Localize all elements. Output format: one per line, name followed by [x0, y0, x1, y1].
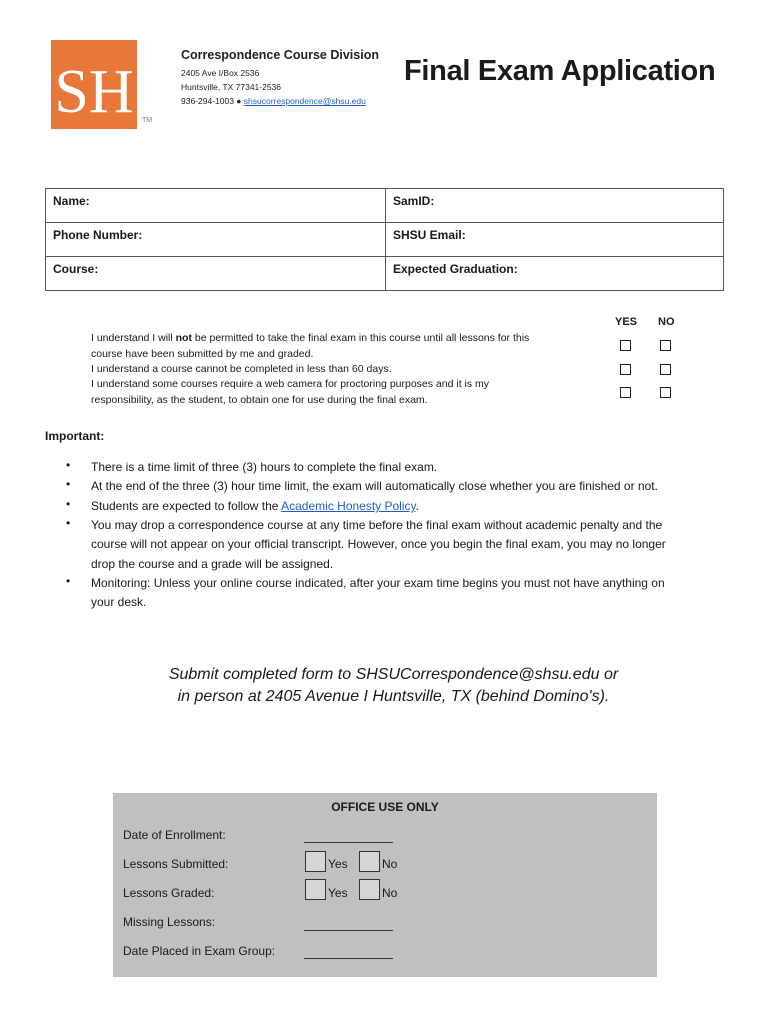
- bullet-time-limit: There is a time limit of three (3) hours to complete the final exam.: [91, 460, 438, 474]
- ack3-no-checkbox[interactable]: [660, 387, 671, 398]
- lessons-submitted-yes-box[interactable]: [305, 851, 326, 872]
- ack2-yes-checkbox[interactable]: [620, 364, 631, 375]
- office-use-panel: [113, 793, 657, 977]
- phone-number: 936-294-1003 ●: [181, 96, 244, 106]
- ack2-no-checkbox[interactable]: [660, 364, 671, 375]
- acknowledgement-60-days: I understand a course cannot be completed in less than 60 days.: [91, 363, 392, 375]
- bullet-dot: •: [66, 458, 71, 472]
- ack1-no-checkbox[interactable]: [660, 340, 671, 351]
- bullet-drop-course: [91, 516, 716, 574]
- shsu-email-field[interactable]: SHSU Email:: [386, 223, 724, 257]
- acknowledgement-lessons: [91, 331, 591, 362]
- submit-instructions-line-2: [0, 688, 770, 706]
- no-column-header: NO: [658, 316, 675, 328]
- ack3-yes-checkbox[interactable]: [620, 387, 631, 398]
- bullet-dot: •: [66, 497, 71, 511]
- bullet-dot: •: [66, 516, 71, 530]
- form-title: Final Exam Application: [404, 55, 716, 87]
- bullet-monitoring: [91, 574, 716, 613]
- student-info-table: [45, 188, 724, 291]
- logo-letters: SH: [54, 58, 134, 126]
- missing-lessons-line[interactable]: [304, 930, 393, 931]
- trademark-mark: TM: [142, 117, 153, 124]
- submit-text-1: Submit completed form to SHSUCorrespondence@shsu.edu or: [168, 666, 619, 683]
- address-line-2: Huntsville, TX 77341-2536: [181, 82, 282, 92]
- acknowledgement-web-camera: [91, 377, 591, 408]
- lessons-graded-no-label: No: [382, 886, 398, 900]
- honesty-text-post: .: [415, 499, 419, 513]
- drop-text-line2: course will not appear on your official transcript. However, once you begin the final exam, you may no longer: [91, 537, 666, 552]
- ack1-text-post: be permitted to take the final exam in this course until all lessons for this: [191, 332, 530, 344]
- yes-column-header: YES: [615, 316, 638, 328]
- bullet-auto-close: At the end of the three (3) hour time limit, the exam will automatically close whether you are finished or not.: [91, 479, 658, 493]
- samid-field[interactable]: SamID:: [386, 189, 724, 223]
- missing-lessons-label: Missing Lessons:: [123, 915, 216, 929]
- lessons-graded-yes-label: Yes: [328, 886, 348, 900]
- phone-number-field[interactable]: Phone Number:: [46, 223, 386, 257]
- submit-text-2: in person at 2405 Avenue I Huntsville, TX (behind Domino's).: [177, 688, 610, 705]
- bullet-dot: •: [66, 574, 71, 588]
- lessons-submitted-no-label: No: [382, 857, 398, 871]
- ack1-text-line2: course have been submitted by me and graded.: [91, 347, 314, 360]
- ack3-text-line1: I understand some courses require a web camera for proctoring purposes and it is my: [91, 378, 490, 390]
- expected-graduation-field[interactable]: Expected Graduation:: [386, 257, 724, 291]
- contact-line: [181, 96, 366, 106]
- date-placed-line[interactable]: [304, 958, 393, 959]
- submit-instructions-line-1: [0, 666, 770, 684]
- date-placed-label: Date Placed in Exam Group:: [123, 944, 276, 958]
- office-use-title: OFFICE USE ONLY: [331, 800, 439, 814]
- ack3-text-line2: responsibility, as the student, to obtain one for use during the final exam.: [91, 393, 428, 406]
- course-field[interactable]: Course:: [46, 257, 386, 291]
- lessons-graded-no-box[interactable]: [359, 879, 380, 900]
- lessons-graded-yes-box[interactable]: [305, 879, 326, 900]
- drop-text-line1: You may drop a correspondence course at any time before the final exam without academic penalty and the: [91, 518, 663, 532]
- lessons-graded-label: Lessons Graded:: [123, 886, 215, 900]
- logo-mark: [51, 40, 137, 129]
- monitoring-text-line2: your desk.: [91, 595, 147, 610]
- academic-honesty-policy-link[interactable]: Academic Honesty Policy: [281, 499, 416, 513]
- ack1-text-pre: I understand I will: [91, 332, 176, 344]
- bullet-dot: •: [66, 477, 71, 491]
- address-line-1: 2405 Ave I/Box 2536: [181, 68, 260, 78]
- lessons-submitted-yes-label: Yes: [328, 857, 348, 871]
- lessons-submitted-no-box[interactable]: [359, 851, 380, 872]
- name-field[interactable]: Name:: [46, 189, 386, 223]
- bullet-honesty-policy: [91, 497, 716, 516]
- email-link[interactable]: shsucorrespondence@shsu.edu: [243, 96, 366, 106]
- ack1-text-bold: not: [175, 332, 192, 344]
- monitoring-text-line1: Monitoring: Unless your online course indicated, after your exam time begins you must not have anything on: [91, 576, 665, 590]
- honesty-text-pre: Students are expected to follow the: [91, 499, 282, 513]
- shsu-logo: [51, 40, 137, 129]
- lessons-submitted-label: Lessons Submitted:: [123, 857, 229, 871]
- important-heading: Important:: [45, 429, 105, 443]
- division-title: Correspondence Course Division: [181, 48, 379, 62]
- drop-text-line3: drop the course and a grade will be assigned.: [91, 556, 334, 571]
- date-enrollment-line[interactable]: [304, 842, 393, 843]
- ack1-yes-checkbox[interactable]: [620, 340, 631, 351]
- date-enrollment-label: Date of Enrollment:: [123, 828, 226, 842]
